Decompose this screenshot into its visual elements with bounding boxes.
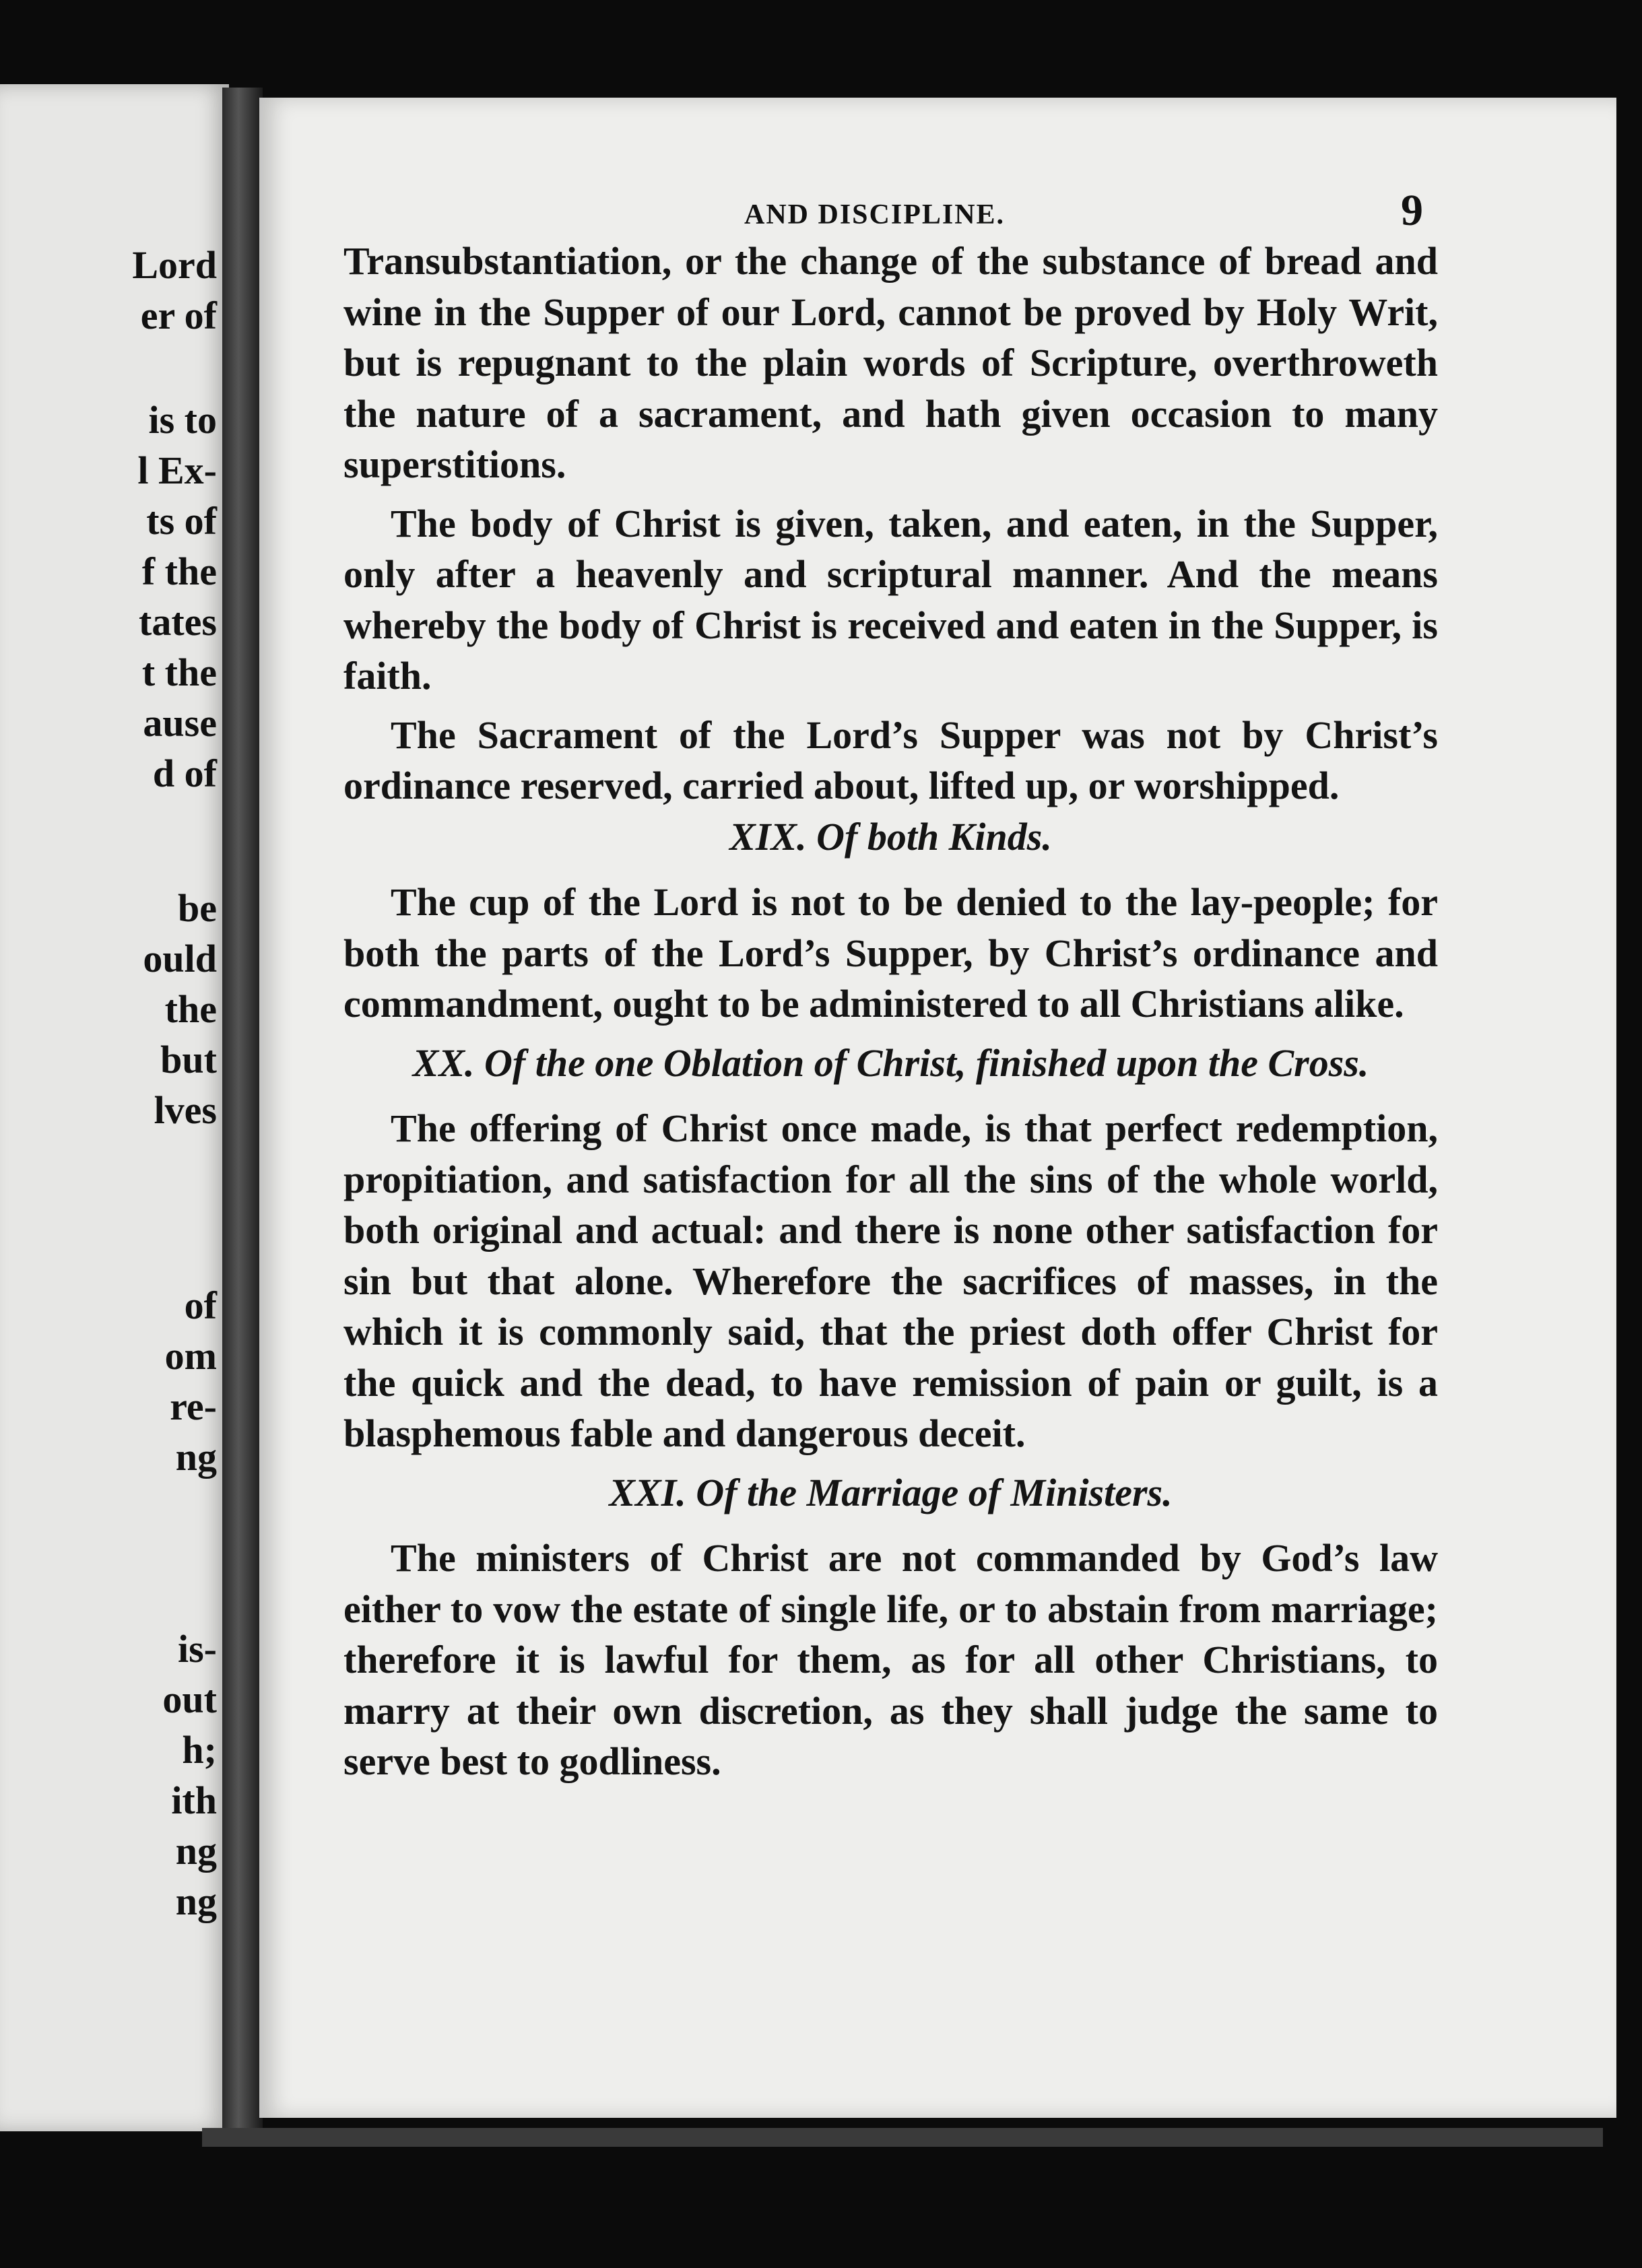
paragraph: Transubstantiation, or the change of the substance of bread and wine in the Supper of our Lord, cannot be proved by Holy Writ, but is repugnant to the plain words of Scripture, overthroweth the nature of a sacrament, and hath given occasion to many superstitions.: [343, 239, 1438, 486]
left-fragment: ng: [175, 1829, 217, 1873]
left-fragment: f the: [141, 549, 217, 593]
paragraph: The ministers of Christ are not commanded by God’s law either to vow the estate of single life, or to abstain from marriage; therefore it is lawful for them, as for all other Christians, to marry at their own discretion, as they shall judge the same to serve best to godliness.: [343, 1536, 1438, 1783]
left-fragment: is to: [148, 398, 217, 442]
left-fragment: tates: [139, 600, 217, 644]
left-fragment: but: [160, 1038, 217, 1081]
left-fragment: lves: [154, 1088, 217, 1132]
page-body: [343, 236, 1438, 1787]
left-fragment: ng: [175, 1435, 217, 1479]
left-fragment: be: [178, 886, 217, 930]
left-fragment: is-: [178, 1627, 217, 1671]
left-fragment: out: [162, 1677, 217, 1721]
book-gutter: [222, 88, 263, 2135]
left-fragment: ng: [175, 1879, 217, 1923]
left-fragment: er of: [140, 294, 217, 337]
article-heading: XIX. Of both Kinds.: [729, 814, 1052, 859]
article-heading: XX. Of the one Oblation of Christ, finished upon the Cross.: [412, 1040, 1369, 1085]
page-bottom-edge: [202, 2128, 1603, 2147]
paragraph: The cup of the Lord is not to be denied to the lay-people; for both the parts of the Lord’s Supper, by Christ’s ordinance and commandment, ought to be administered to all Christians alike.: [343, 880, 1438, 1026]
left-fragment: Lord: [132, 243, 217, 287]
left-fragment: t the: [141, 651, 217, 694]
running-head: AND DISCIPLINE.: [744, 199, 1006, 230]
left-fragment: re-: [170, 1385, 217, 1428]
page-number: 9: [1401, 186, 1423, 235]
left-fragment: of: [184, 1283, 217, 1327]
left-fragment: ould: [143, 937, 217, 980]
paragraph: The offering of Christ once made, is that perfect redemption, propitiation, and satisfaction for all the sins of the whole world, both original and actual: and there is none other satisfaction for sin but that alone. Wherefore the sacrifices of masses, in the which it is commonly said, that the priest doth offer Christ for the quick and the dead, to have remission of pain or guilt, is a blasphemous fable and dangerous deceit.: [343, 1106, 1438, 1455]
paragraph: The Sacrament of the Lord’s Supper was not by Christ’s ordinance reserved, carried about, lifted up, or worshipped.: [343, 712, 1438, 807]
left-fragment: l Ex-: [137, 448, 217, 492]
left-fragment: the: [164, 987, 217, 1031]
facing-page-left: [0, 84, 229, 2131]
left-fragment: ith: [171, 1778, 217, 1822]
left-fragment: d of: [152, 752, 217, 795]
paragraph: The body of Christ is given, taken, and eaten, in the Supper, only after a heavenly and scriptural manner. And the means whereby the body of Christ is received and eaten in the Supper, is faith.: [343, 501, 1438, 698]
left-fragment: h;: [182, 1728, 217, 1772]
article-heading: XXI. Of the Marriage of Ministers.: [609, 1470, 1173, 1514]
left-fragment: ause: [143, 701, 217, 745]
left-fragment: ts of: [146, 499, 217, 543]
left-fragment: om: [164, 1334, 217, 1378]
book-page: [259, 98, 1616, 2118]
